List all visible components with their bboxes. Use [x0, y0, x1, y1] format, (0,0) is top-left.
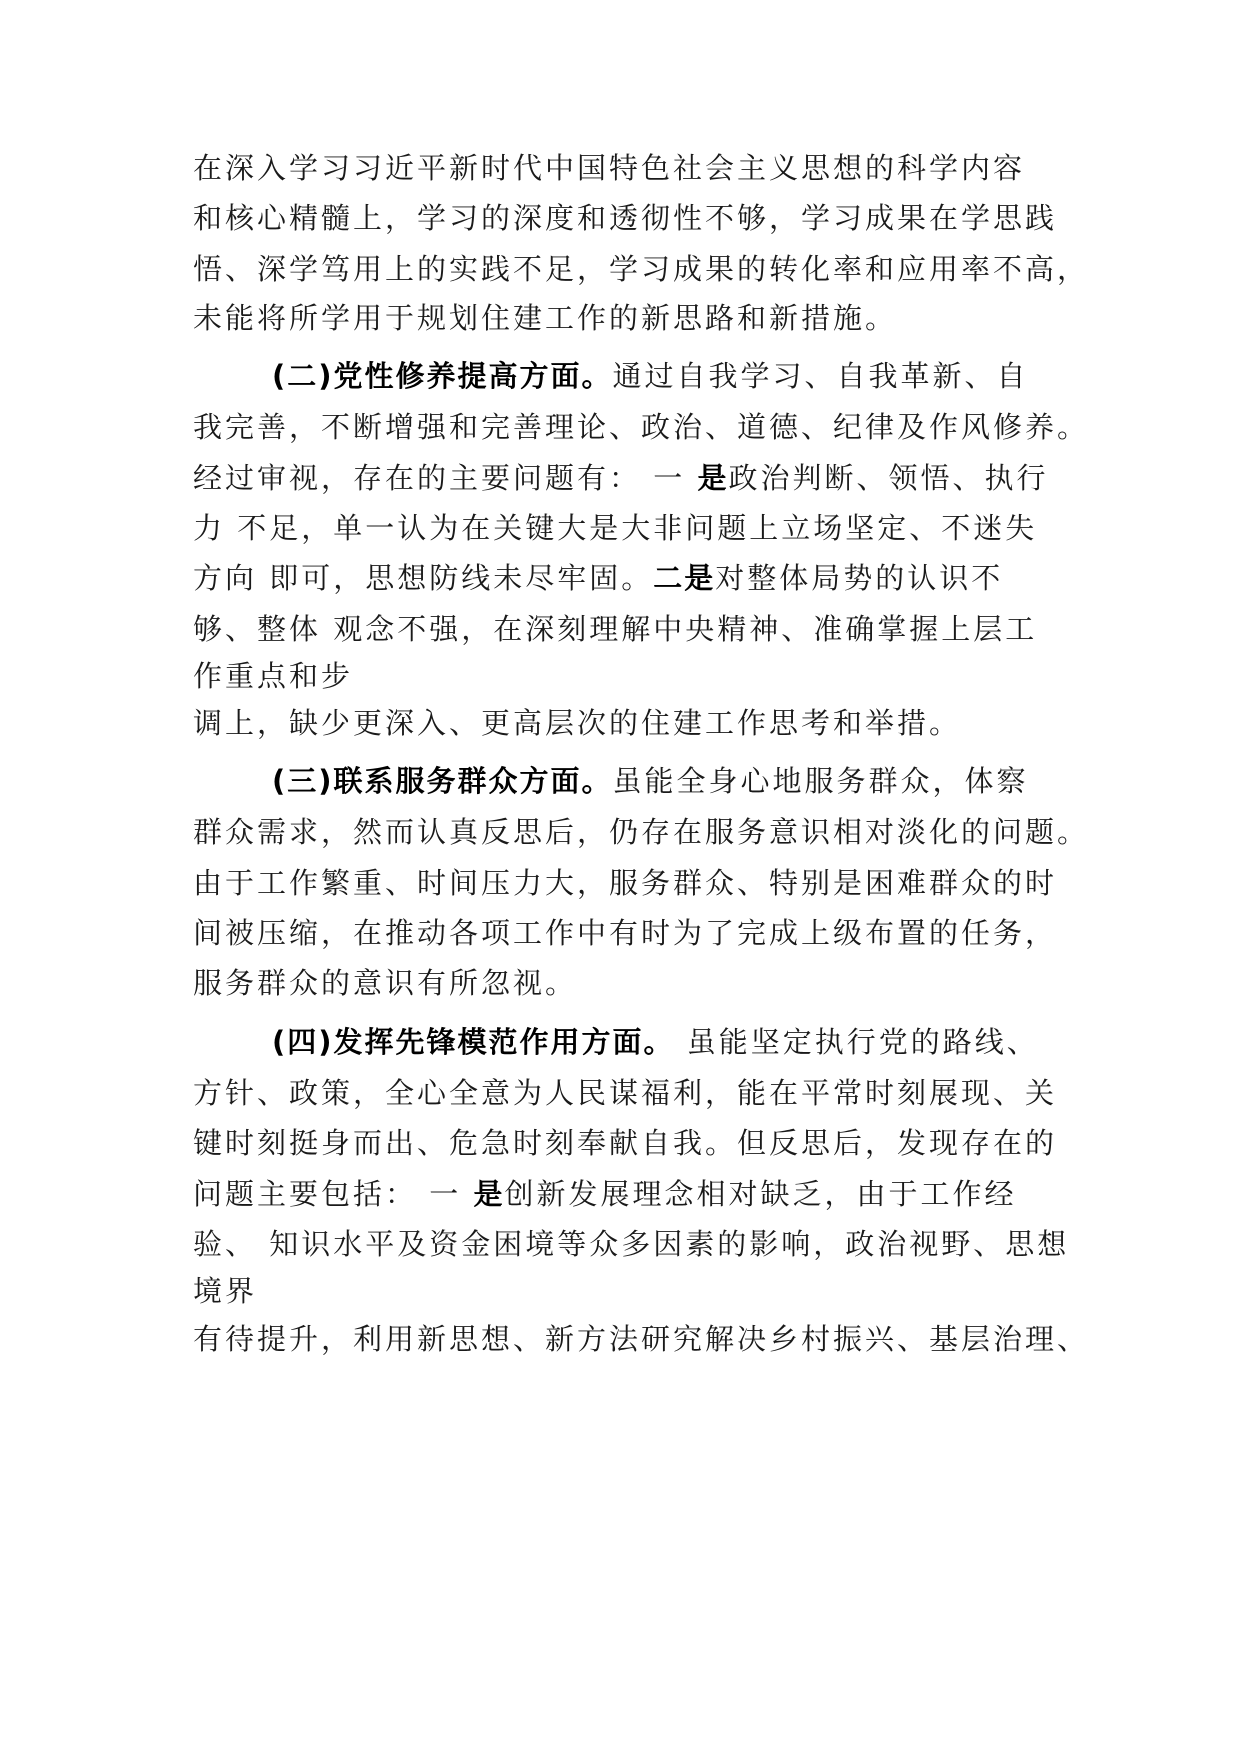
para1-line-1: 在深入学习习近平新时代中国特色社会主义思想的科学内容	[193, 151, 1026, 185]
para4-line-1	[272, 1022, 1039, 1062]
para2-heading: (二)党性修养提高方面。	[272, 359, 613, 393]
para2-line-5-bold: 二是	[653, 561, 716, 595]
para2-line-8: 调上，缺少更深入、更高层次的住建工作思考和举措。	[193, 706, 962, 740]
para3-line-4: 间被压缩，在推动各项工作中有时为了完成上级布置的任务，	[193, 916, 1058, 950]
para1-line-3: 悟、深学笃用上的实践不足，学习成果的转化率和应用率不高，	[193, 252, 1090, 286]
para4-line-5: 验、 知识水平及资金困境等众多因素的影响，政治视野、思想	[193, 1227, 1070, 1261]
para4-line-4-post: 创新发展理念相对缺乏，由于工作经	[504, 1177, 1017, 1211]
para4-line-3: 键时刻挺身而出、危急时刻奉献自我。但反思后，发现存在的	[193, 1126, 1058, 1160]
para4-line-2: 方针、政策，全心全意为人民谋福利，能在平常时刻展现、关	[193, 1076, 1058, 1110]
para2-line-2: 我完善，不断增强和完善理论、政治、道德、纪律及作风修养。	[193, 410, 1090, 444]
para3-line-5: 服务群众的意识有所忽视。	[193, 966, 578, 1000]
para2-line-3-post: 政治判断、领悟、执行	[728, 461, 1049, 495]
para2-line-1	[272, 356, 1029, 396]
para2-line-1-text: 通过自我学习、自我革新、自	[612, 359, 1029, 393]
para4-line-4	[193, 1174, 1016, 1214]
para2-line-3	[193, 458, 1048, 498]
para4-line-1-text: 虽能坚定执行党的路线、	[674, 1025, 1039, 1059]
para3-line-2: 群众需求，然而认真反思后，仍存在服务意识相对淡化的问题。	[193, 815, 1090, 849]
para2-line-5-pre: 方向 即可，思想防线未尽牢固。	[193, 561, 654, 595]
para2-line-3-bold: 是	[697, 461, 729, 495]
para1-line-4: 未能将所学用于规划住建工作的新思路和新措施。	[193, 301, 898, 335]
para3-line-3: 由于工作繁重、时间压力大，服务群众、特别是困难群众的时	[193, 866, 1058, 900]
para4-line-4-bold: 是	[473, 1177, 505, 1211]
para2-line-7: 作重点和步	[193, 659, 354, 693]
para2-line-5	[193, 558, 1003, 598]
para1-line-2: 和核心精髓上，学习的深度和透彻性不够，学习成果在学思践	[193, 201, 1058, 235]
para2-line-5-post: 对整体局势的认识不	[715, 561, 1004, 595]
para4-line-6: 境界	[193, 1274, 258, 1308]
para3-line-1	[272, 761, 1029, 801]
para4-line-4-pre: 问题主要包括： 一	[193, 1177, 474, 1211]
para2-line-4: 力 不足，单一认为在关键大是大非问题上立场坚定、不迷失	[193, 511, 1038, 545]
para4-heading: (四)发挥先锋模范作用方面。	[272, 1025, 675, 1059]
para2-line-6: 够、整体 观念不强，在深刻理解中央精神、准确掌握上层工	[193, 612, 1038, 646]
para3-heading: (三)联系服务群众方面。	[272, 764, 613, 798]
para4-line-7: 有待提升，利用新思想、新方法研究解决乡村振兴、基层治理、	[193, 1322, 1090, 1356]
para2-line-3-pre: 经过审视，存在的主要问题有： 一	[193, 461, 698, 495]
para3-line-1-text: 虽能全身心地服务群众，体察	[612, 764, 1029, 798]
